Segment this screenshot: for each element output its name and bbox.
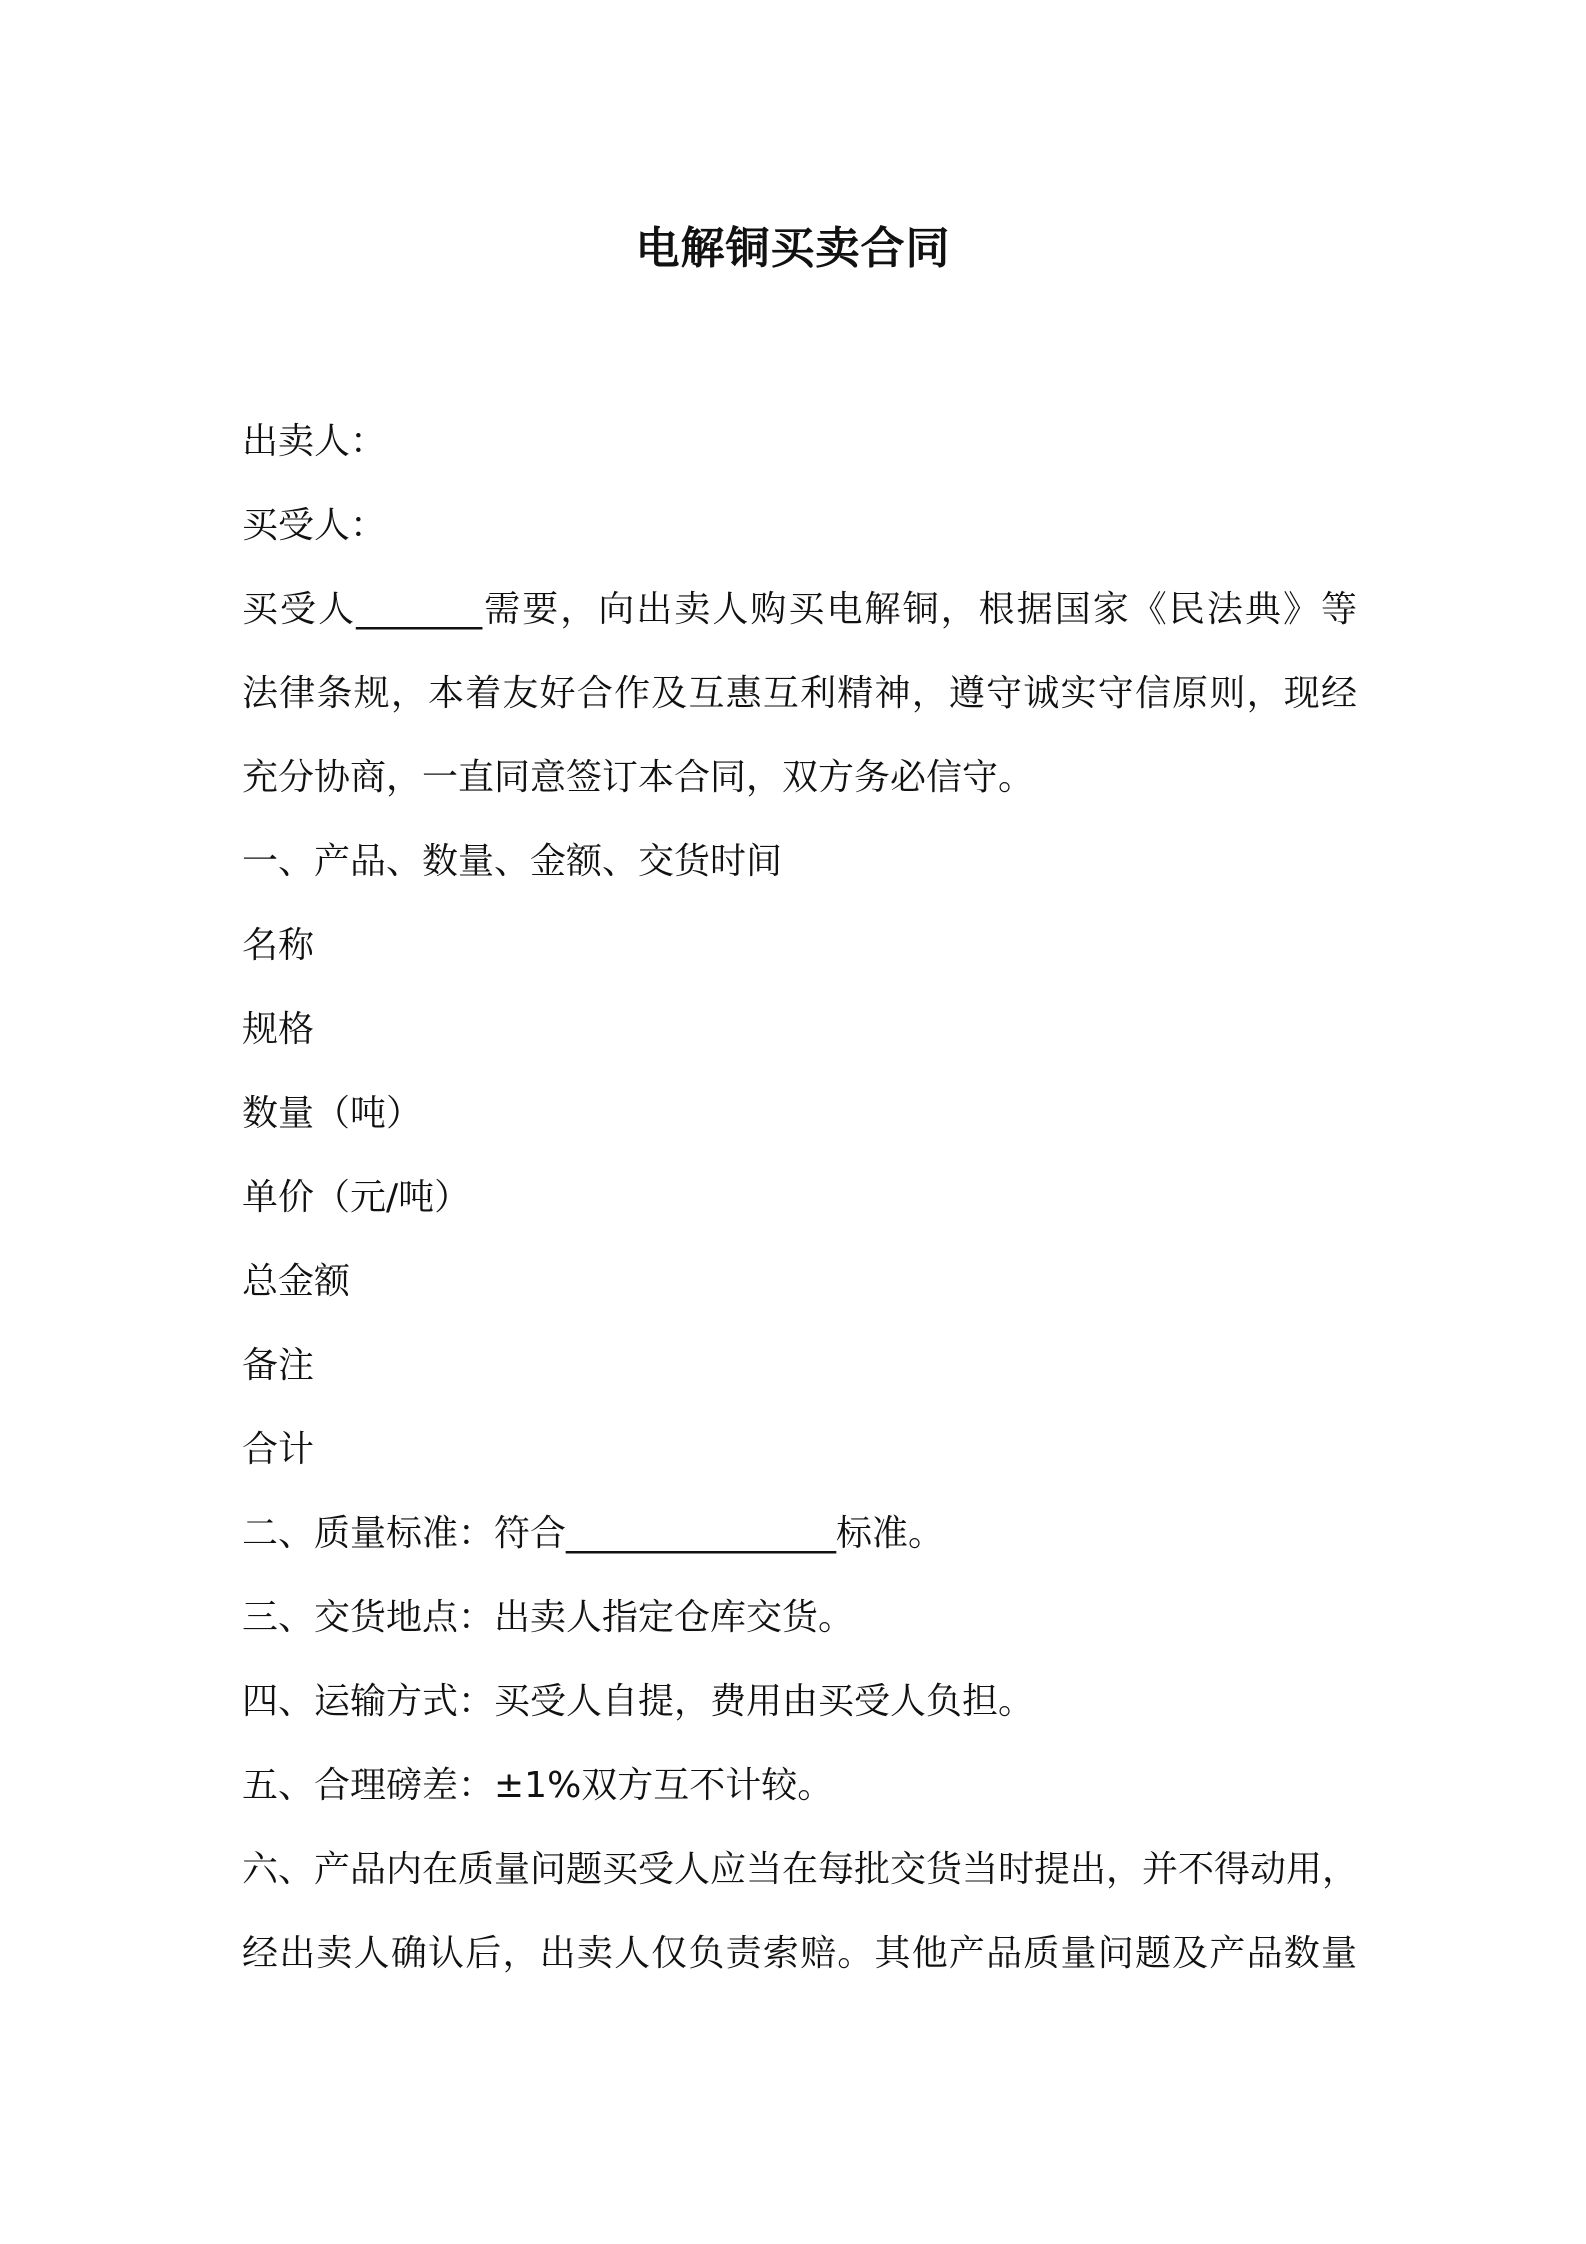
section-6-line-1: 六、产品内在质量问题买受人应当在每批交货当时提出，并不得动用， (242, 1849, 1359, 1890)
preamble-line-3: 充分协商，一直同意签订本合同，双方务必信守。 (242, 757, 1035, 798)
section-6-line-2: 经出卖人确认后，出卖人仅负责索赔。其他产品质量问题及产品数量 (242, 1933, 1357, 1974)
field-remarks: 备注 (242, 1345, 315, 1386)
section-3-delivery-place: 三、交货地点：出卖人指定仓库交货。 (242, 1597, 855, 1638)
field-name: 名称 (242, 925, 315, 966)
section-1-heading: 一、产品、数量、金额、交货时间 (242, 841, 783, 882)
field-total-amount: 总金额 (242, 1261, 351, 1302)
section-4-transport: 四、运输方式：买受人自提，费用由买受人负担。 (242, 1681, 1035, 1722)
section-5-weight-tolerance: 五、合理磅差：±1%双方互不计较。 (242, 1765, 834, 1806)
field-sum: 合计 (242, 1429, 315, 1470)
field-spec: 规格 (242, 1009, 315, 1050)
preamble-line-2: 法律条规，本着友好合作及互惠互利精神，遵守诚实守信原则，现经 (242, 673, 1357, 714)
field-quantity: 数量（吨） (242, 1093, 423, 1134)
seller-line: 出卖人： (242, 421, 387, 462)
field-unit-price: 单价（元/吨） (242, 1177, 471, 1218)
buyer-line: 买受人： (242, 505, 387, 546)
document-title: 电解铜买卖合同 (635, 223, 951, 274)
preamble-line-1: 买受人_______需要，向出卖人购买电解铜，根据国家《民法典》等 (242, 589, 1357, 630)
section-2-quality: 二、质量标准：符合_______________标准。 (242, 1513, 945, 1554)
contract-body (242, 400, 1362, 1996)
